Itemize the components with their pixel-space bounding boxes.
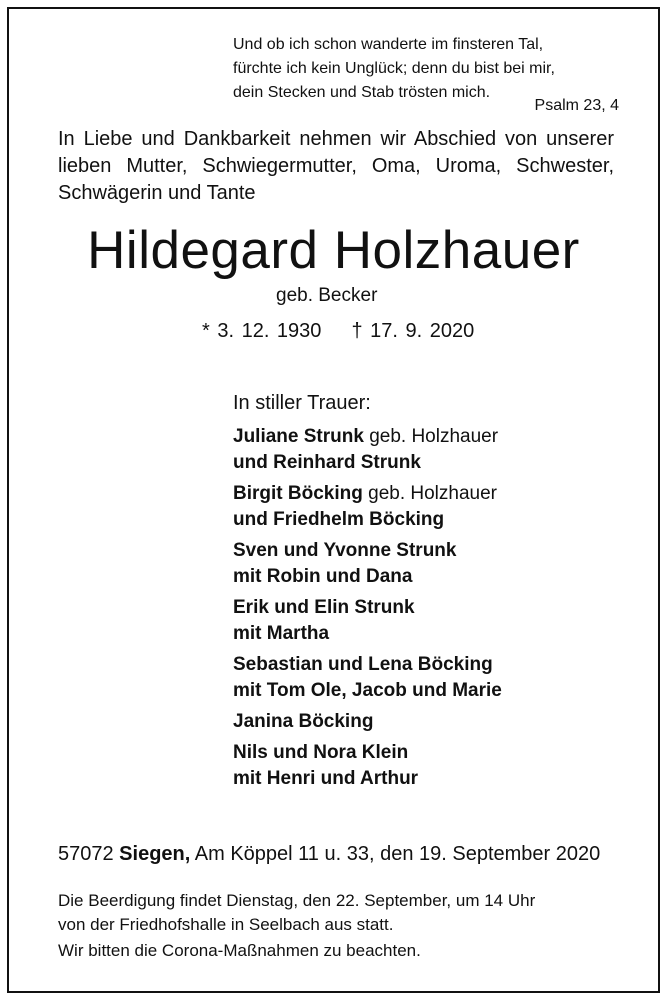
mourners-heading: In stiller Trauer:	[233, 392, 371, 414]
life-dates	[202, 320, 474, 343]
mourner-entry	[233, 740, 502, 792]
psalm-reference: Psalm 23, 4	[534, 97, 619, 114]
funeral-line: Wir bitten die Corona-Maßnahmen zu beachten.	[58, 941, 421, 960]
mourner-name: Sebastian und Lena Böcking	[233, 654, 493, 675]
mourner-name: Juliane Strunk	[233, 426, 364, 447]
address-line	[58, 843, 600, 866]
intro-text	[58, 126, 614, 207]
intro-line: Schwägerin und Tante	[58, 182, 256, 204]
mourner-entry	[233, 481, 502, 533]
mourner-name: Janina Böcking	[233, 711, 374, 732]
deceased-name: Hildegard Holzhauer	[87, 221, 580, 280]
mourner-name: Sven und Yvonne Strunk	[233, 540, 457, 561]
funeral-info	[58, 889, 535, 963]
mourner-birth-name: geb. Holzhauer	[362, 483, 497, 504]
funeral-line: Die Beerdigung findet Dienstag, den 22. September, um 14 Uhr	[58, 891, 536, 910]
mourner-entry	[233, 709, 502, 735]
psalm-line: Und ob ich schon wanderte im finsteren Tal,	[233, 36, 544, 53]
city: Siegen,	[119, 843, 191, 865]
birth-name: geb. Becker	[276, 285, 378, 306]
birth-date: * 3. 12. 1930	[202, 320, 322, 342]
mourner-children: mit Tom Ole, Jacob und Marie	[233, 680, 502, 701]
funeral-line: von der Friedhofshalle in Seelbach aus statt.	[58, 915, 394, 934]
psalm-line: dein Stecken und Stab trösten mich.	[233, 84, 491, 101]
mourner-children: mit Robin und Dana	[233, 566, 413, 587]
intro-line: lieben Mutter, Schwiegermutter, Oma, Uroma, Schwester,	[58, 155, 614, 177]
mourner-entry	[233, 538, 502, 590]
death-date: † 17. 9. 2020	[351, 320, 475, 342]
mourner-entry	[233, 424, 502, 476]
mourner-partner: und Reinhard Strunk	[233, 452, 421, 473]
mourner-entry	[233, 595, 502, 647]
psalm-line: fürchte ich kein Unglück; denn du bist bei mir,	[233, 60, 555, 77]
intro-line: In Liebe und Dankbarkeit nehmen wir Abschied von unserer	[58, 128, 614, 150]
mourner-partner: und Friedhelm Böcking	[233, 509, 445, 530]
mourner-name: Birgit Böcking	[233, 483, 363, 504]
mourners-list	[233, 424, 502, 797]
mourner-children: mit Henri und Arthur	[233, 768, 419, 789]
mourner-birth-name: geb. Holzhauer	[363, 426, 499, 447]
mourner-name: Erik und Elin Strunk	[233, 597, 415, 618]
street-and-date: Am Köppel 11 u. 33, den 19. September 2020	[190, 843, 601, 865]
mourner-entry	[233, 652, 502, 704]
psalm-quote	[233, 33, 555, 105]
mourner-children: mit Martha	[233, 623, 330, 644]
mourner-name: Nils und Nora Klein	[233, 742, 409, 763]
postcode: 57072	[58, 843, 120, 865]
